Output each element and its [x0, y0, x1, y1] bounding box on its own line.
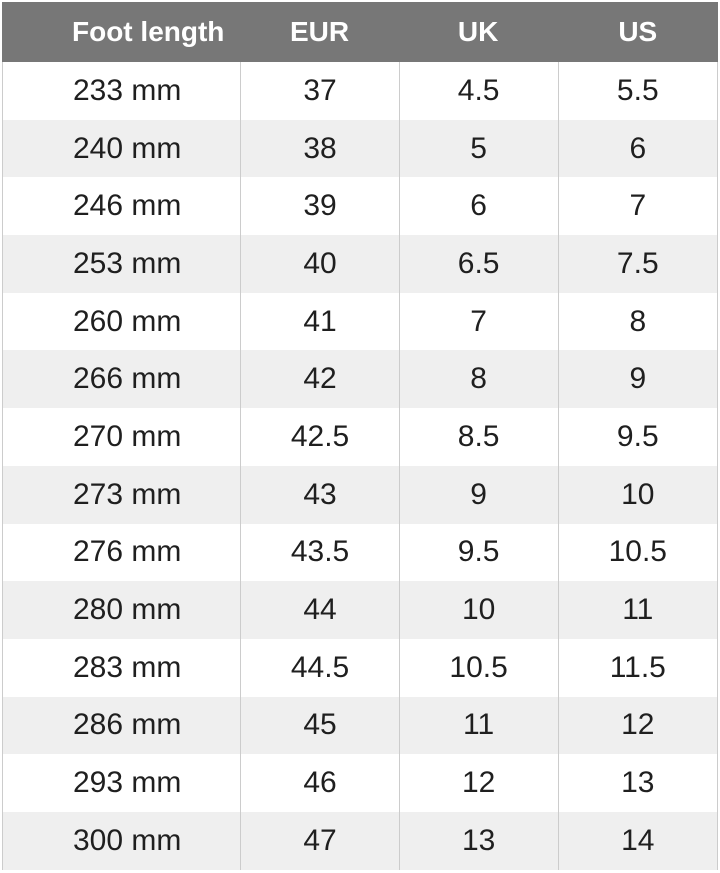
- table-row: [2, 62, 718, 120]
- table-row: [2, 293, 718, 351]
- table-row: [2, 524, 718, 582]
- foot-length-cell: 273 mm: [2, 466, 240, 524]
- size-conversion-table: [2, 2, 718, 870]
- foot-length-cell: 280 mm: [2, 581, 240, 639]
- eur-size-cell: 42: [240, 350, 398, 408]
- eur-size-cell: 42.5: [240, 408, 398, 466]
- eur-size-cell: 47: [240, 812, 398, 870]
- eur-size-cell: 46: [240, 754, 398, 812]
- table-body: [2, 62, 718, 870]
- table-row: [2, 466, 718, 524]
- foot-length-cell: 253 mm: [2, 235, 240, 293]
- table-row: [2, 120, 718, 178]
- eur-size-cell: 41: [240, 293, 398, 351]
- us-size-cell: 7: [558, 177, 718, 235]
- table-header-row: [2, 2, 718, 62]
- us-size-cell: 11: [558, 581, 718, 639]
- uk-size-cell: 13: [399, 812, 558, 870]
- column-header-us: US: [618, 16, 658, 47]
- uk-size-cell: 9.5: [399, 524, 558, 582]
- uk-size-cell: 4.5: [399, 62, 558, 120]
- foot-length-cell: 246 mm: [2, 177, 240, 235]
- column-header-eur: EUR: [289, 16, 350, 47]
- us-size-cell: 11.5: [558, 639, 718, 697]
- eur-size-cell: 43.5: [240, 524, 398, 582]
- us-size-cell: 13: [558, 754, 718, 812]
- uk-size-cell: 10: [399, 581, 558, 639]
- eur-size-cell: 44.5: [240, 639, 398, 697]
- uk-size-cell: 8: [399, 350, 558, 408]
- foot-length-cell: 293 mm: [2, 754, 240, 812]
- uk-size-cell: 11: [399, 697, 558, 755]
- table-row: [2, 697, 718, 755]
- foot-length-cell: 260 mm: [2, 293, 240, 351]
- us-size-cell: 5.5: [558, 62, 718, 120]
- foot-length-cell: 300 mm: [2, 812, 240, 870]
- us-size-cell: 12: [558, 697, 718, 755]
- table-row: [2, 639, 718, 697]
- eur-size-cell: 38: [240, 120, 398, 178]
- eur-size-cell: 39: [240, 177, 398, 235]
- us-size-cell: 9: [558, 350, 718, 408]
- eur-size-cell: 44: [240, 581, 398, 639]
- uk-size-cell: 8.5: [399, 408, 558, 466]
- foot-length-cell: 240 mm: [2, 120, 240, 178]
- table-row: [2, 408, 718, 466]
- uk-size-cell: 12: [399, 754, 558, 812]
- table-row: [2, 581, 718, 639]
- eur-size-cell: 40: [240, 235, 398, 293]
- table-row: [2, 812, 718, 870]
- eur-size-cell: 45: [240, 697, 398, 755]
- eur-size-cell: 37: [240, 62, 398, 120]
- foot-length-cell: 276 mm: [2, 524, 240, 582]
- us-size-cell: 10: [558, 466, 718, 524]
- foot-length-cell: 283 mm: [2, 639, 240, 697]
- uk-size-cell: 5: [399, 120, 558, 178]
- column-header-foot-length: Foot length: [72, 16, 225, 47]
- us-size-cell: 8: [558, 293, 718, 351]
- us-size-cell: 6: [558, 120, 718, 178]
- foot-length-cell: 233 mm: [2, 62, 240, 120]
- column-header-uk: UK: [457, 16, 499, 47]
- foot-length-cell: 286 mm: [2, 697, 240, 755]
- table-row: [2, 235, 718, 293]
- foot-length-cell: 266 mm: [2, 350, 240, 408]
- uk-size-cell: 6.5: [399, 235, 558, 293]
- uk-size-cell: 7: [399, 293, 558, 351]
- uk-size-cell: 6: [399, 177, 558, 235]
- us-size-cell: 14: [558, 812, 718, 870]
- us-size-cell: 10.5: [558, 524, 718, 582]
- uk-size-cell: 10.5: [399, 639, 558, 697]
- table-row: [2, 754, 718, 812]
- foot-length-cell: 270 mm: [2, 408, 240, 466]
- table-row: [2, 177, 718, 235]
- table-row: [2, 350, 718, 408]
- us-size-cell: 9.5: [558, 408, 718, 466]
- us-size-cell: 7.5: [558, 235, 718, 293]
- uk-size-cell: 9: [399, 466, 558, 524]
- eur-size-cell: 43: [240, 466, 398, 524]
